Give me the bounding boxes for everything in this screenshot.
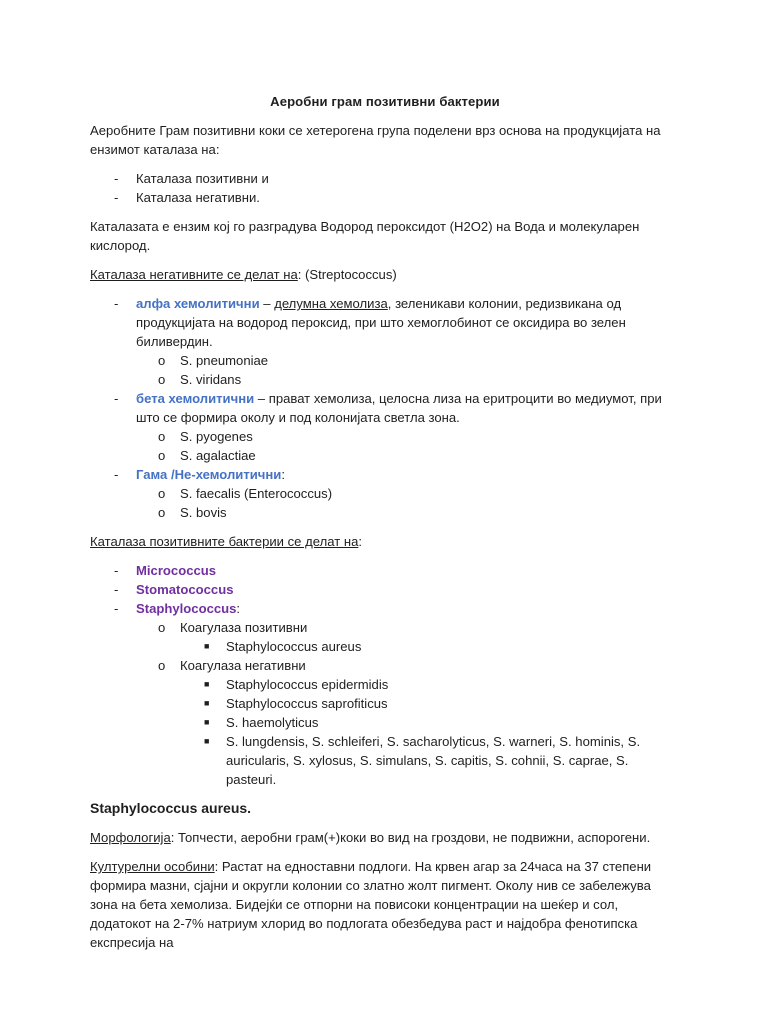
list-item-text: Каталаза негативни. (136, 190, 260, 205)
circle-bullet: o (158, 505, 166, 520)
circle-bullet: o (158, 658, 166, 673)
list-item (90, 713, 680, 732)
coag-neg-sublist (180, 675, 680, 789)
list-item-staphylococcus (90, 599, 680, 789)
culture-paragraph (90, 857, 680, 952)
genus-label: Micrococcus (136, 563, 217, 578)
list-item (90, 675, 680, 694)
alpha-description: , зеленикави колонии, редизвикана од продукцијата на водород пероксид, при што хемоглобинот се оксидира во зелен биливердин. (136, 296, 626, 349)
document-body (90, 92, 680, 962)
circle-bullet: o (158, 429, 166, 444)
intro-paragraph: Аеробните Грам позитивни коки се хетерогена група поделени врз основа на продукцијата на ензимот каталаза на: (90, 123, 661, 157)
positive-list (90, 561, 680, 789)
gamma-sublist (136, 484, 680, 522)
negative-heading-rest: : (Streptococcus) (297, 267, 397, 282)
coagulase-negative-label: Коагулаза негативни (180, 658, 306, 673)
species: S. agalactiae (180, 448, 256, 463)
culture-label: Културелни особини (90, 859, 215, 874)
list-item (90, 370, 680, 389)
list-item-text: Каталаза позитивни и (136, 171, 269, 186)
list-item (90, 694, 680, 713)
beta-sublist (136, 427, 680, 465)
genus-label: Staphylococcus (136, 601, 237, 616)
negative-list (90, 294, 680, 522)
dash-bullet: - (114, 190, 119, 205)
species: Staphylococcus saprofiticus (226, 696, 388, 711)
dash-bullet: - (114, 171, 119, 186)
list-item-coag-pos (90, 618, 680, 656)
square-bullet: ■ (204, 736, 210, 746)
circle-bullet: o (158, 486, 166, 501)
list-item (90, 188, 680, 207)
species: S. bovis (180, 505, 227, 520)
circle-bullet: o (158, 353, 166, 368)
colon: : (236, 601, 241, 616)
staph-sublist (136, 618, 680, 789)
dash-bullet: - (114, 582, 119, 597)
dash-bullet: - (114, 296, 119, 311)
dash-bullet: - (114, 563, 119, 578)
gamma-colon: : (281, 467, 285, 482)
species: S. pneumoniae (180, 353, 269, 368)
beta-description: – прават хемолиза, целосна лиза на еритроцити во медиумот, при што се формира околу и под колонијата светла зона. (136, 391, 662, 425)
partial-hemolysis: делумна хемолиза (274, 296, 388, 311)
morphology-paragraph (90, 828, 680, 847)
list-item (90, 446, 680, 465)
square-bullet: ■ (204, 641, 210, 651)
list-item (90, 732, 680, 789)
coagulase-positive-label: Коагулаза позитивни (180, 620, 308, 635)
positive-heading (90, 532, 680, 551)
list-item-beta (90, 389, 680, 465)
species: S. pyogenes (180, 429, 253, 444)
beta-label: бета хемолитични (136, 391, 255, 406)
square-bullet: ■ (204, 679, 210, 689)
square-bullet: ■ (204, 698, 210, 708)
list-item (90, 637, 680, 656)
species: S. lungdensis, S. schleiferi, S. sacharolyticus, S. warneri, S. hominis, S. auricularis, S. xylosus, S. simulans, S. capitis, S. cohnii, S. caprae, S. pasteuri. (226, 734, 641, 787)
positive-heading-rest: : (358, 534, 362, 549)
genus-label: Stomatococcus (136, 582, 234, 597)
morphology-label: Морфологија (90, 830, 171, 845)
page-title: Аеробни грам позитивни бактерии (270, 94, 500, 109)
list-item-stomatococcus (90, 580, 680, 599)
circle-bullet: o (158, 448, 166, 463)
square-bullet: ■ (204, 717, 210, 727)
alpha-label: алфа хемолитични (136, 296, 260, 311)
list-item (90, 351, 680, 370)
circle-bullet: o (158, 372, 166, 387)
list-item (90, 427, 680, 446)
negative-heading-underlined: Каталаза негативните се делат на (90, 267, 298, 282)
list-item-coag-neg (90, 656, 680, 789)
dash-bullet: - (114, 391, 119, 406)
list-item-gamma (90, 465, 680, 522)
alpha-sublist (136, 351, 680, 389)
morphology-text: : Топчести, аеробни грам(+)коки во вид на гроздови, не подвижни, аспорогени. (170, 830, 651, 845)
circle-bullet: o (158, 620, 166, 635)
species: S. haemolyticus (226, 715, 319, 730)
gamma-label: Гама /Не-хемолитични (136, 467, 282, 482)
list-item (90, 169, 680, 188)
dash-bullet: - (114, 601, 119, 616)
species: S. faecalis (Enterococcus) (180, 486, 333, 501)
species: S. viridans (180, 372, 242, 387)
positive-heading-underlined: Каталаза позитивните бактерии се делат на (90, 534, 359, 549)
list-item (90, 503, 680, 522)
intro-list (90, 169, 680, 207)
list-item-alpha (90, 294, 680, 389)
catalase-definition: Каталазата е ензим кој го разградува Водород пероксидот (H2O2) на Вода и молекуларен кислород. (90, 219, 640, 253)
separator: – (259, 296, 275, 311)
coag-pos-sublist (180, 637, 680, 656)
list-item (90, 484, 680, 503)
culture-text: : Растат на едноставни подлоги. На крвен агар за 24часа на 37 степени формира мазни, сјајни и округли колонии со златно жолт пигмент. Околу нив се забележува зона на бета хемолиза. Бидејќи се отпорни на повисоки концентрации на шеќер и сол, додатокот на 2-7% натриум хлорид во подлогата обезбедува раст и најдобра фенотипска експресија на (90, 859, 652, 950)
negative-heading (90, 265, 680, 284)
dash-bullet: - (114, 467, 119, 482)
list-item-micrococcus (90, 561, 680, 580)
saureus-heading: Staphylococcus aureus. (90, 800, 252, 816)
species: Staphylococcus aureus (226, 639, 362, 654)
species: Staphylococcus epidermidis (226, 677, 389, 692)
